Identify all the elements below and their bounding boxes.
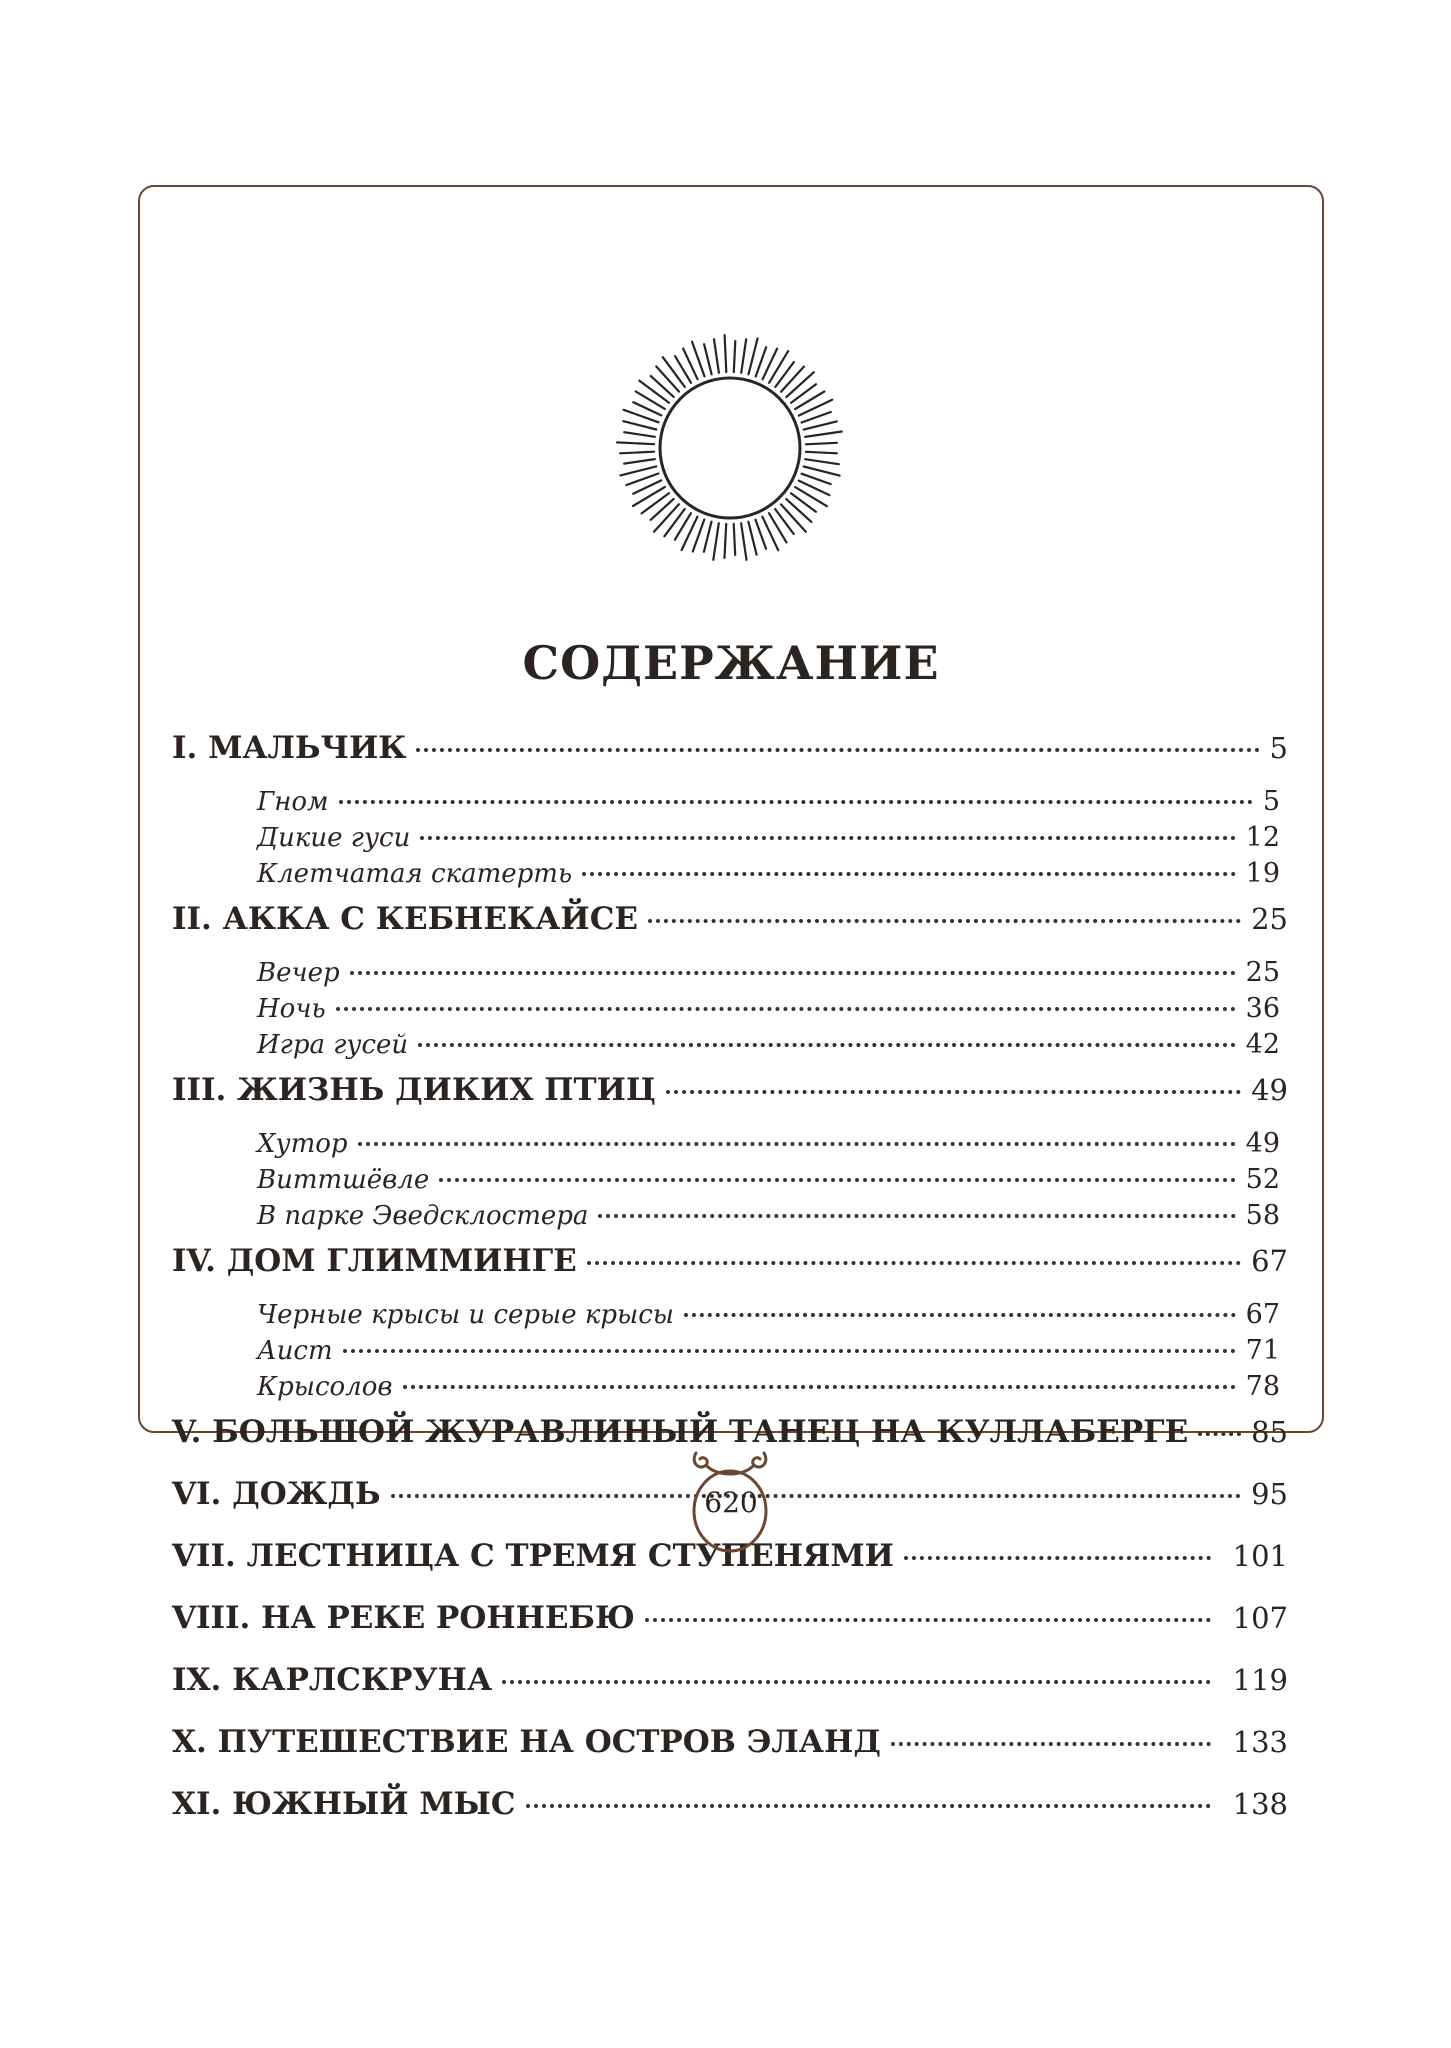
sun-ray (802, 412, 831, 423)
chapter-title: XI. ЮЖНЫЙ МЫС (172, 1786, 516, 1822)
page-number: 620 (704, 1486, 758, 1519)
sun-ray (624, 459, 655, 464)
sun-ray (704, 522, 712, 552)
leader-dots (648, 919, 1241, 923)
toc-chapter-9[interactable] (172, 1662, 1288, 1724)
leader-dots (904, 1556, 1211, 1560)
sun-ray (654, 504, 679, 531)
section-title: Ночь (257, 994, 326, 1024)
page-title: СОДЕРЖАНИЕ (522, 636, 940, 690)
toc-section[interactable] (172, 822, 1288, 858)
chapter-page: 119 (1232, 1663, 1288, 1697)
section-title: Черные крысы и серые крысы (257, 1300, 674, 1330)
leader-dots (350, 971, 1236, 975)
leader-dots (391, 1494, 1242, 1498)
section-title: Крысолов (257, 1372, 393, 1402)
sun-ray (781, 504, 806, 531)
sun-ray (805, 432, 842, 437)
section-page: 12 (1245, 822, 1280, 853)
chapter-page: 138 (1232, 1787, 1288, 1821)
sun-ray (795, 487, 827, 506)
section-page: 71 (1245, 1335, 1280, 1366)
chapter-title: IV. ДОМ ГЛИММИНГЕ (172, 1243, 577, 1279)
sun-ray (656, 366, 679, 391)
sun-ray (734, 341, 736, 372)
sun-ray (651, 376, 674, 397)
section-title: В парке Эведсклостера (257, 1201, 589, 1231)
sun-ray (639, 381, 669, 403)
sun-ray (623, 421, 656, 429)
sun-ray (781, 367, 804, 392)
sun-icon (608, 326, 852, 570)
leader-dots (598, 1214, 1235, 1218)
toc-chapter-1[interactable] (172, 730, 1288, 786)
leader-dots (526, 1804, 1211, 1808)
chapter-title: II. АККА С КЕБНЕКАЙСЕ (172, 901, 639, 937)
section-page: 19 (1245, 858, 1280, 889)
chapter-page: 67 (1251, 1244, 1288, 1278)
chapter-title: I. МАЛЬЧИК (172, 730, 407, 766)
section-title: Игра гусей (257, 1030, 409, 1060)
section-title: Аист (257, 1336, 333, 1366)
sun-ray (805, 459, 839, 464)
section-page: 52 (1245, 1164, 1280, 1195)
leader-dots (358, 1142, 1236, 1146)
leader-dots (587, 1261, 1241, 1265)
leader-dots (891, 1742, 1211, 1746)
leader-dots (420, 836, 1235, 840)
sun-ray (756, 520, 767, 549)
section-title: Виттшёвле (257, 1165, 430, 1195)
toc-section[interactable] (172, 957, 1288, 993)
sun-ray (714, 339, 719, 373)
toc-chapter-4[interactable] (172, 1243, 1288, 1299)
sun-ray (734, 524, 736, 555)
sun-ray (802, 474, 831, 484)
section-title: Вечер (257, 958, 340, 988)
sun-ray (624, 432, 655, 437)
toc-chapter-11[interactable] (172, 1786, 1288, 1848)
sun-ray (741, 339, 746, 373)
leader-dots (343, 1349, 1236, 1353)
leader-dots (418, 1043, 1236, 1047)
toc-chapter-3[interactable] (172, 1072, 1288, 1128)
chapter-page: 133 (1232, 1725, 1288, 1759)
sun-ray (786, 372, 813, 397)
sun-ray (725, 524, 727, 558)
section-page: 49 (1245, 1128, 1280, 1159)
toc-section[interactable] (172, 1299, 1288, 1335)
section-page: 25 (1245, 957, 1280, 988)
sun-ray (651, 499, 674, 520)
chapter-title: X. ПУТЕШЕСТВИЕ НА ОСТРОВ ЭЛАНД (172, 1724, 881, 1760)
toc-section[interactable] (172, 1164, 1288, 1200)
section-title: Клетчатая скатерть (257, 859, 573, 889)
section-page: 42 (1245, 1029, 1280, 1060)
section-page: 58 (1245, 1200, 1280, 1231)
chapter-page: 25 (1251, 902, 1288, 936)
sun-ray (748, 522, 756, 555)
chapter-page: 5 (1269, 731, 1288, 765)
leader-dots (339, 800, 1253, 804)
sun-ray (663, 357, 685, 387)
toc-section[interactable] (172, 1128, 1288, 1164)
toc-chapter-8[interactable] (172, 1600, 1288, 1662)
leader-dots (403, 1385, 1236, 1389)
chapter-title: VIII. НА РЕКЕ РОННЕБЮ (172, 1600, 635, 1636)
toc-chapter-2[interactable] (172, 901, 1288, 957)
chapter-page: 107 (1232, 1601, 1288, 1635)
sun-ray (642, 493, 669, 513)
chapter-title: VI. ДОЖДЬ (172, 1476, 381, 1512)
section-page: 36 (1245, 993, 1280, 1024)
toc-chapter-10[interactable] (172, 1724, 1288, 1786)
chapter-page: 85 (1251, 1415, 1288, 1449)
sun-ray (786, 499, 811, 522)
sun-ray (617, 442, 654, 444)
chapter-title: V. БОЛЬШОЙ ЖУРАВЛИНЫЙ ТАНЕЦ НА КУЛЛАБЕРГЕ (172, 1414, 1189, 1450)
sun-ray (756, 347, 766, 376)
sun-ray (741, 523, 746, 560)
sun-ray (749, 338, 758, 374)
toc-section[interactable] (172, 1029, 1288, 1065)
sun-ray (725, 335, 727, 372)
sun-ray (664, 509, 684, 536)
sun-ray (804, 467, 840, 476)
leader-dots (439, 1178, 1235, 1182)
toc-section[interactable] (172, 858, 1288, 894)
toc-section[interactable] (172, 786, 1288, 822)
leader-dots (684, 1313, 1236, 1317)
chapter-page: 95 (1251, 1477, 1288, 1511)
table-of-contents (172, 730, 1288, 1848)
sun-ray (633, 487, 665, 506)
leader-dots (336, 1007, 1236, 1011)
toc-section[interactable] (172, 993, 1288, 1029)
section-page: 5 (1262, 786, 1280, 817)
leader-dots (645, 1618, 1211, 1622)
chapter-title: IX. КАРЛСКРУНА (172, 1662, 493, 1698)
chapter-title: III. ЖИЗНЬ ДИКИХ ПТИЦ (172, 1072, 656, 1108)
sun-ray (704, 344, 712, 374)
leader-dots (582, 872, 1236, 876)
section-title: Гном (257, 787, 329, 817)
leader-dots (502, 1680, 1210, 1684)
sun-ray (620, 452, 654, 454)
leader-dots (416, 748, 1259, 752)
sun-ray (620, 466, 656, 475)
toc-section[interactable] (172, 1371, 1288, 1407)
chapter-title: VII. ЛЕСТНИЦА С ТРЕМЯ СТУПЕНЯМИ (172, 1538, 894, 1574)
toc-section[interactable] (172, 1335, 1288, 1371)
sun-ray (806, 452, 837, 454)
section-page: 67 (1245, 1299, 1280, 1330)
chapter-page: 49 (1251, 1073, 1288, 1107)
leader-dots (666, 1090, 1241, 1094)
sun-ray (806, 443, 837, 445)
toc-section[interactable] (172, 1200, 1288, 1236)
section-page: 78 (1245, 1371, 1280, 1402)
section-title: Дикие гуси (257, 823, 411, 853)
section-title: Хутор (257, 1129, 348, 1159)
chapter-page: 101 (1232, 1539, 1288, 1573)
sun-ray (804, 421, 837, 429)
sun-ray (713, 523, 719, 560)
leader-dots (1198, 1432, 1241, 1436)
sun-ray (769, 351, 788, 383)
